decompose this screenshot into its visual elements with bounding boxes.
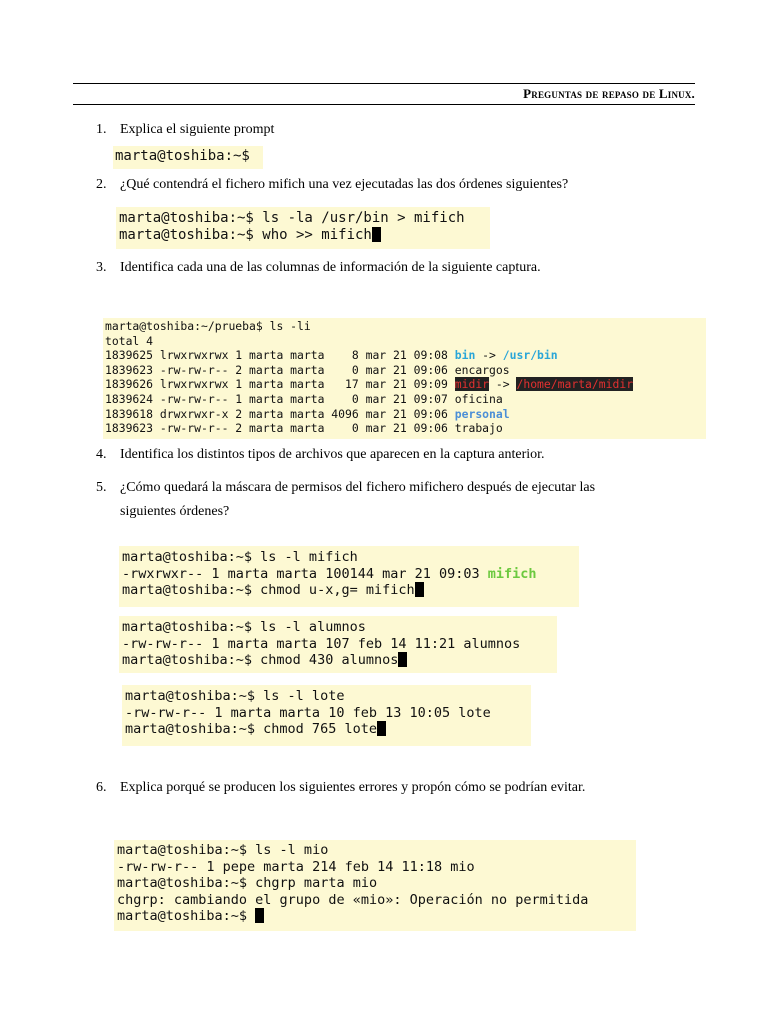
terminal-line: marta@toshiba:~$ chgrp marta mio <box>117 875 378 891</box>
cursor-block <box>398 652 407 667</box>
terminal-mifich-redirect <box>116 207 490 249</box>
terminal-line: marta@toshiba:~$ <box>115 148 250 164</box>
terminal-line: chgrp: cambiando el grupo de «mio»: Operación no permitida <box>117 891 589 908</box>
question-number: 4. <box>96 447 107 462</box>
question-text: ¿Qué contendrá el fichero mifich una vez ejecutadas las dos órdenes siguientes? <box>120 177 569 192</box>
terminal-line: marta@toshiba:~$ <box>117 908 636 925</box>
header-rule-bottom <box>73 104 695 105</box>
question-number: 5. <box>96 480 107 495</box>
terminal-line: marta@toshiba:~$ chmod 765 lote <box>125 721 531 738</box>
terminal-line: -rw-rw-r-- 1 marta marta 107 feb 14 11:21 alumnos <box>122 635 521 652</box>
terminal-chgrp-error <box>114 840 636 931</box>
terminal-line: marta@toshiba:~$ chmod u-x,g= mifich <box>122 582 579 599</box>
terminal-line: -rw-rw-r-- 1 marta marta 10 feb 13 10:05 lote <box>125 704 491 721</box>
terminal-line: marta@toshiba:~$ ls -l mifich <box>122 549 358 565</box>
terminal-line: marta@toshiba:~$ ls -l alumnos <box>122 619 366 635</box>
terminal-line: marta@toshiba:~$ chmod 430 alumnos <box>122 652 557 669</box>
question-text: siguientes órdenes? <box>120 504 230 519</box>
listing-row-personal: 1839618 drwxrwxr-x 2 marta marta 4096 mar 21 09:06 personal <box>105 406 510 421</box>
header-rule-top <box>73 83 695 84</box>
listing-row-encargos: 1839623 -rw-rw-r-- 2 marta marta 0 mar 21 09:06 encargos <box>105 362 510 377</box>
terminal-chmod-alumnos <box>119 616 557 673</box>
terminal-line: -rwxrwxr-- 1 marta marta 100144 mar 21 09:03 mifich <box>122 565 537 582</box>
terminal-line: total 4 <box>105 333 154 348</box>
terminal-chmod-mifich <box>119 546 579 607</box>
question-number: 1. <box>96 122 107 137</box>
question-text: Explica porqué se producen los siguientes errores y propón cómo se podrían evitar. <box>120 780 586 795</box>
terminal-line: -rw-rw-r-- 1 pepe marta 214 feb 14 11:18 mio <box>117 858 475 875</box>
question-number: 3. <box>96 260 107 275</box>
terminal-ls-li <box>103 318 706 439</box>
terminal-line: marta@toshiba:~$ ls -l lote <box>125 688 345 704</box>
terminal-chmod-lote <box>122 685 531 746</box>
cursor-block <box>415 582 424 597</box>
page-header-title: Preguntas de repaso de Linux. <box>523 86 695 101</box>
question-text: Explica el siguiente prompt <box>120 122 275 137</box>
terminal-prompt <box>113 146 263 169</box>
question-number: 6. <box>96 780 107 795</box>
cursor-block <box>377 721 386 736</box>
listing-row-oficina: 1839624 -rw-rw-r-- 1 marta marta 0 mar 21 09:07 oficina <box>105 391 503 406</box>
terminal-line: marta@toshiba:~$ ls -l mio <box>117 842 329 858</box>
terminal-line: marta@toshiba:~/prueba$ ls -li <box>105 319 311 333</box>
listing-row-bin: 1839625 lrwxrwxrwx 1 marta marta 8 mar 21 09:08 bin -> /usr/bin <box>105 348 558 363</box>
terminal-line: marta@toshiba:~$ who >> mifich <box>119 227 490 244</box>
listing-row-trabajo: 1839623 -rw-rw-r-- 2 marta marta 0 mar 21 09:06 trabajo <box>105 421 503 436</box>
question-text: Identifica los distintos tipos de archivos que aparecen en la captura anterior. <box>120 447 545 462</box>
question-number: 2. <box>96 177 107 192</box>
cursor-block <box>372 227 381 242</box>
question-text: Identifica cada una de las columnas de información de la siguiente captura. <box>120 260 541 275</box>
cursor-block <box>255 908 264 923</box>
question-text: ¿Cómo quedará la máscara de permisos del fichero mifichero después de ejecutar las <box>120 480 596 495</box>
terminal-line: marta@toshiba:~$ ls -la /usr/bin > mifich <box>119 210 465 226</box>
listing-row-midir: 1839626 lrwxrwxrwx 1 marta marta 17 mar 21 09:09 midir -> /home/marta/midir <box>105 377 634 392</box>
